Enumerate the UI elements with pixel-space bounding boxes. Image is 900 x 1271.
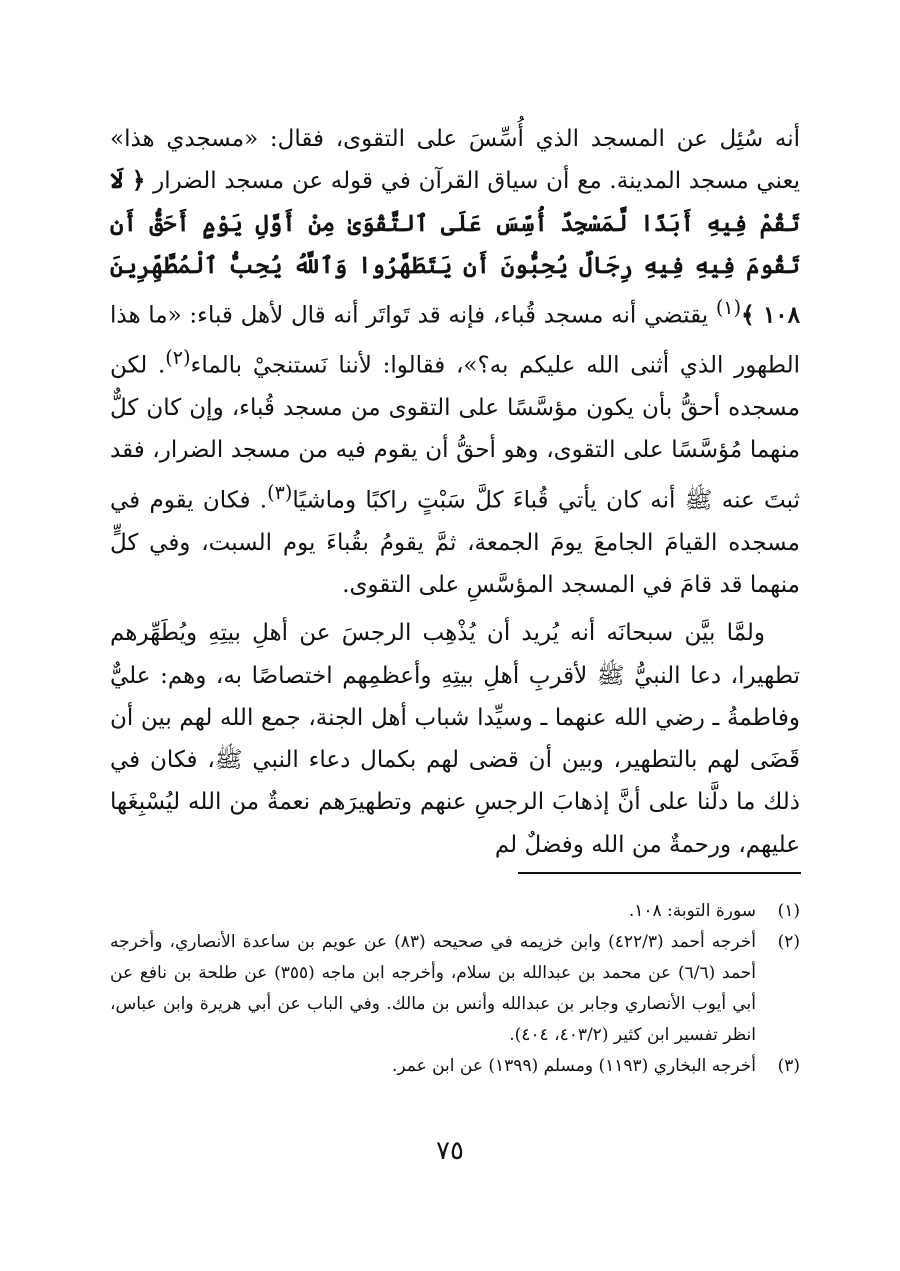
main-text xyxy=(110,118,800,866)
paragraph-1 xyxy=(110,118,800,606)
footnote-number: (٣) xyxy=(777,1056,800,1076)
footnotes xyxy=(110,896,800,1082)
footnote-text: أخرجه البخاري (١١٩٣) ومسلم (١٣٩٩) عن ابن عمر. xyxy=(391,1056,756,1076)
footnote-text: سورة التوبة: ١٠٨. xyxy=(628,901,756,921)
footnote-ref-1: (١) xyxy=(715,296,742,320)
footnote-separator xyxy=(518,872,801,874)
paragraph-1-text-c: . لكن مسجده أحقُّ بأن يكون مؤسَّسًا على التقوى من مسجد قُباء، وإن كان كلٌّ منهما مُؤسَّسًا على التقوى، وهو أحقُّ أن يقوم فيه من مسجد الضرار، فقد ثبتَ عنه ﷺ أنه كان يأتي قُباءَ كلَّ سَبْتٍ راكبًا وماشيًا xyxy=(110,352,800,514)
quran-verse: ﴿ لَا تَقُمْ فِيهِ أَبَدًا لَّمَسْجِدٌ أُسِّسَ عَلَى ٱلتَّقْوَىٰ مِنْ أَوَّلِ يَوْمٍ أَحَقُّ أَن تَقُومَ فِيهِ فِيهِ رِجَالٌ يُحِبُّونَ أَن يَتَطَهَّرُوا وَٱللَّهُ يُحِبُّ ٱلْمُطَّهِّرِينَ ١٠٨ ﴾ xyxy=(110,167,801,329)
footnote xyxy=(110,896,800,927)
paragraph-1-text-b: يقتضي أنه مسجد قُباء، فإنه قد تَواتَر أنه قال لأهل قباء: «ما هذا الطهور الذي أثنى الله عليكم به؟»، فقالوا: لأننا نَستنجيْ بالماء xyxy=(110,302,800,379)
footnote-number: (٢) xyxy=(777,932,800,952)
footnote xyxy=(110,927,800,1051)
footnote-number: (١) xyxy=(777,901,800,921)
paragraph-2: ولمَّا بيَّن سبحانَه أنه يُريد أن يُذْهِب الرجسَ عن أهلِ بيتِهِ ويُطَهِّرهم تطهيرا، دعا النبيُّ ﷺ لأقربِ أهلِ بيتِهِ وأعظمِهم اختصاصًا به، وهم: عليٌّ وفاطمةُ ـ رضي الله عنهما ـ وسيِّدا شباب أهل الجنة، جمع الله لهم بين أن قَضَى لهم بالتطهير، وبين أن قضى لهم بكمال دعاء النبي ﷺ، فكان في ذلك ما دلَّنا على أنَّ إذهابَ الرجسِ عنهم وتطهيرَهم نعمةٌ من الله ليُسْبِغَها عليهم، ورحمةٌ من الله وفضلٌ لم xyxy=(110,620,800,858)
page-number: ٧٥ xyxy=(436,1136,464,1166)
footnote-text: أخرجه أحمد (٤٢٢/٣) وابن خزيمه في صحيحه (٨٣) عن عويم بن ساعدة الأنصاري، وأخرجه أحمد (٦/٦) عن محمد بن عبدالله بن سلام، وأخرجه ابن ماجه (٣٥٥) عن طلحة بن نافع عن أبي أيوب الأنصاري وجابر بن عبدالله وأنس بن مالك. وفي الباب عن أبي هريرة وابن عباس، انظر تفسير ابن كثير (٤٠٣/٢، ٤٠٤). xyxy=(110,932,756,1045)
footnote-ref-2: (٢) xyxy=(165,346,191,370)
paragraph-1-text-d: . فكان يقوم في مسجده القيامَ الجامعَ يومَ الجمعة، ثمَّ يقومُ بقُباءَ يوم السبت، وفي كلٍّ منهما قد قامَ في المسجد المؤسَّسِ على التقوى. xyxy=(110,487,800,598)
paragraph-1-text: أنه سُئِل عن المسجد الذي أُسِّسَ على التقوى، فقال: «مسجدي هذا» يعني مسجد المدينة. مع أن سياق القرآن في قوله عن مسجد الضرار xyxy=(110,126,800,195)
footnote xyxy=(110,1051,800,1082)
footnote-ref-3: (٣) xyxy=(267,480,293,504)
